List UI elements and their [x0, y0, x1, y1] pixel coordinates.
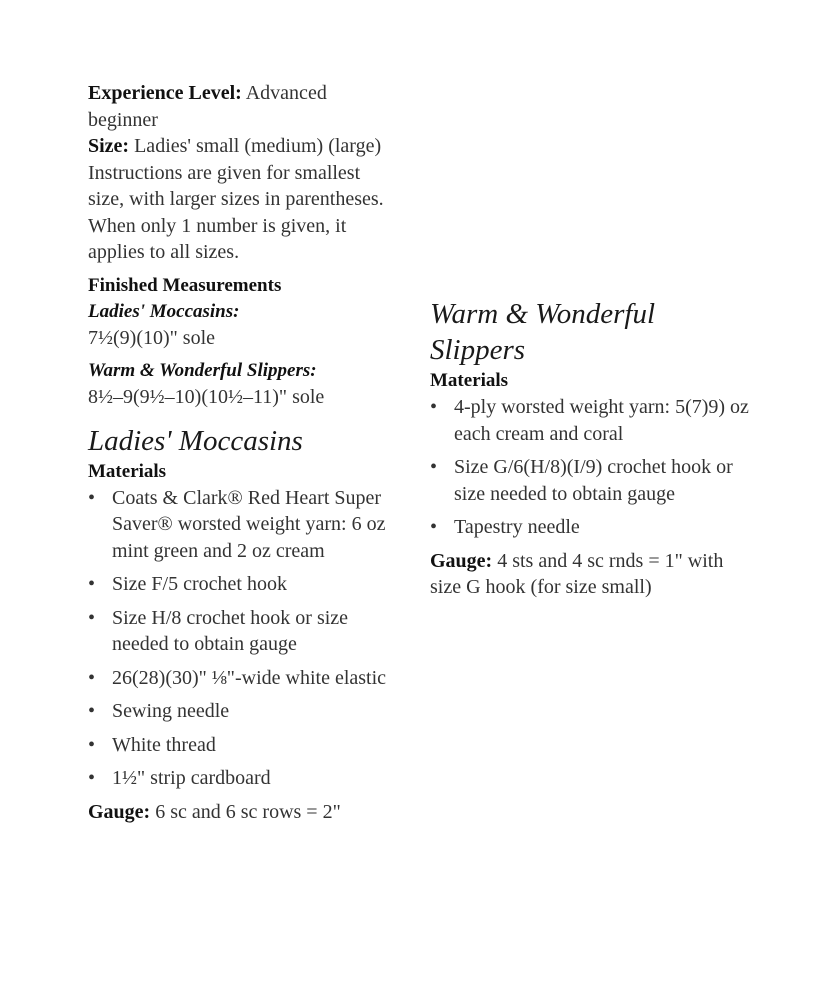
experience-level — [88, 80, 398, 133]
right-column — [430, 296, 750, 601]
finished-measurements-heading: Finished Measurements — [88, 274, 282, 296]
list-item: • White thread — [88, 732, 398, 759]
gauge-label: Gauge: — [430, 549, 493, 572]
bullet-icon: • — [88, 573, 96, 595]
list-item: • Coats & Clark® Red Heart Super Saver® worsted weight yarn: 6 oz mint green and 2 oz cream — [88, 486, 386, 562]
moccasins-size: 7½(9)(10)" sole — [88, 326, 216, 349]
moccasins-title: Ladies' Moccasins — [88, 424, 303, 457]
gauge-label: Gauge: — [88, 800, 151, 823]
gauge-value: 6 sc and 6 sc rows = 2" — [150, 800, 341, 823]
list-item: • Sewing needle — [88, 698, 398, 725]
moccasins-subheading: Ladies' Moccasins: — [88, 300, 240, 322]
bullet-icon: • — [430, 456, 438, 478]
gauge-value: 4 sts and 4 sc rnds = 1" with size G hook (for size small) — [430, 549, 724, 598]
bullet-icon: • — [88, 666, 96, 689]
list-item: • 1½" strip cardboard — [88, 765, 398, 792]
slippers-subheading: Warm & Wonderful Slippers: — [88, 360, 317, 381]
list-item: • 4-ply worsted weight yarn: 5(7)9) oz each cream and coral — [430, 396, 749, 445]
list-item: • Size H/8 crochet hook or size needed to obtain gauge — [88, 606, 349, 655]
size-label: Size: — [88, 135, 130, 157]
slippers-materials-list — [430, 394, 750, 541]
bullet-icon: • — [88, 767, 96, 789]
slippers-gauge — [430, 548, 750, 601]
moccasins-materials-heading: Materials — [88, 460, 167, 482]
size-value: Ladies' small (medium) (large) Instructions are given for smallest size, with larger sizes in parentheses. When only 1 number is given, it applies to all sizes. — [88, 135, 384, 263]
list-item: • Size G/6(H/8)(I/9) crochet hook or size needed to obtain gauge — [430, 456, 733, 505]
list-item: • Tapestry needle — [430, 514, 750, 541]
size-paragraph — [88, 133, 398, 266]
experience-label: Experience Level: — [88, 82, 242, 104]
bullet-icon: • — [430, 516, 438, 538]
list-item: • Size F/5 crochet hook — [88, 571, 398, 598]
bullet-icon: • — [88, 700, 96, 722]
slippers-size: 8½–9(9½–10)(10½–11)" sole — [88, 386, 325, 408]
left-column — [88, 80, 398, 825]
slippers-materials-heading: Materials — [430, 370, 509, 391]
moccasins-materials-list — [88, 485, 398, 792]
bullet-icon: • — [88, 606, 96, 629]
slippers-title: Warm & Wonderful Slippers — [430, 298, 656, 366]
bullet-icon: • — [88, 733, 96, 756]
list-item: • 26(28)(30)" ⅛"-wide white elastic — [88, 665, 398, 692]
moccasins-gauge — [88, 799, 398, 826]
experience-value: Advanced beginner — [88, 82, 327, 131]
bullet-icon: • — [430, 396, 438, 418]
bullet-icon: • — [88, 486, 96, 509]
